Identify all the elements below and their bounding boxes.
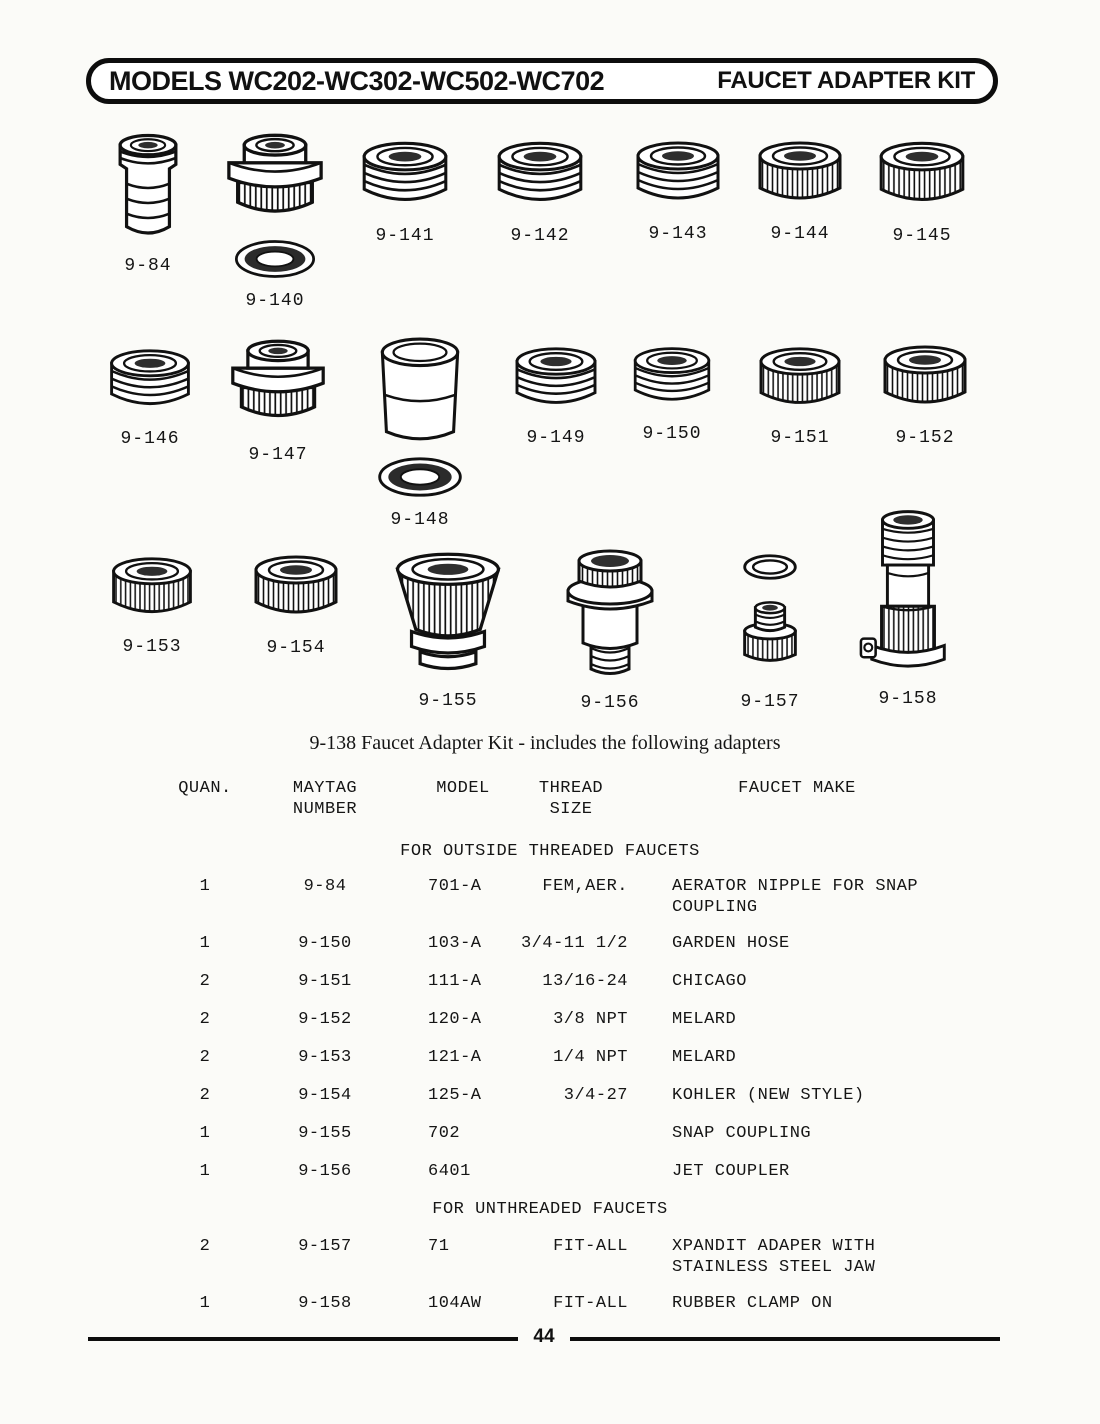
part-figure [746,342,854,448]
col-header-model: MODEL [436,779,490,798]
footer-rule-left [88,1337,518,1341]
part-label: 9-140 [245,291,305,311]
part-label: 9-151 [770,428,830,448]
header-banner [86,58,998,104]
part-label: 9-150 [642,424,702,444]
col-header-maytag-number [266,778,384,820]
washer-icon [229,235,321,283]
table-section-row [0,1199,1100,1221]
cell-model: 71 [428,1237,450,1256]
cell-quan: 2 [199,1086,211,1105]
cell-thread-size: FIT-ALL [553,1237,628,1256]
cell-maytag-number: 9-153 [298,1048,352,1067]
page-number: 44 [533,1326,555,1347]
cell-faucet-make [672,1236,1062,1278]
table-row [0,1293,1100,1315]
cell-model: 6401 [428,1162,471,1181]
hose-adapter-icon [220,132,330,233]
part-label: 9-142 [510,226,570,246]
ribbed-adapter-icon [489,136,591,218]
knurled-adapter-icon [875,340,975,420]
ribbed-adapter-icon [354,136,456,218]
cell-quan: 1 [199,877,211,896]
cell-quan: 2 [199,1010,211,1029]
knurled-adapter-icon [104,552,200,629]
cell-thread-size: 1/4 NPT [553,1048,628,1067]
part-label: 9-146 [120,429,180,449]
section-header-outside-threaded: FOR OUTSIDE THREADED FAUCETS [400,842,700,861]
col-header-thread-line2: SIZE [549,800,593,819]
knurled-adapter-icon [750,136,850,216]
faucet-make-line1: XPANDIT ADAPER WITH [672,1237,876,1256]
cell-quan: 1 [199,934,211,953]
o-ring-icon [740,552,800,582]
knurled-adapter-icon [246,550,346,630]
part-label: 9-141 [375,226,435,246]
part-label: 9-148 [390,510,450,530]
cell-faucet-make: JET COUPLER [672,1162,790,1181]
cell-quan: 1 [199,1294,211,1313]
part-figure [241,550,351,658]
ribbed-adapter-icon [626,342,718,416]
footer-rule-right [570,1337,1000,1341]
table-row [0,876,1100,917]
sleeve-adapter-icon [369,334,471,450]
faucet-make-line1: AERATOR NIPPLE FOR SNAP [672,877,919,896]
cell-maytag-number: 9-156 [298,1162,352,1181]
page-title: FAUCET ADAPTER KIT [717,67,975,94]
part-figure [502,342,610,448]
part-label: 9-156 [580,693,640,713]
ribbed-adapter-icon [628,136,728,216]
part-figure [852,508,964,709]
part-figure [220,338,336,465]
part-label: 9-144 [770,224,830,244]
part-figure [98,128,198,276]
part-figure [623,136,733,244]
part-label: 9-143 [648,224,708,244]
cell-thread-size: 3/4-27 [563,1086,628,1105]
rubber-clamp-icon [857,508,959,681]
cell-model: 111-A [428,972,482,991]
models-label: MODELS WC202-WC302-WC502-WC702 [109,65,605,96]
table-header-row [0,778,1100,819]
cell-thread-size: FIT-ALL [553,1294,628,1313]
part-label: 9-153 [122,637,182,657]
cell-model: 103-A [428,934,482,953]
table-row [0,971,1100,993]
part-label: 9-154 [266,638,326,658]
aerator-nipple-icon [105,128,191,248]
part-label: 9-152 [895,428,955,448]
part-label: 9-149 [526,428,586,448]
table-section-row [0,841,1100,863]
part-figure [620,342,724,444]
col-header-faucet-make: FAUCET MAKE [738,779,856,798]
part-figure [867,136,977,246]
part-figure [95,344,205,449]
part-figure [720,552,820,712]
section-header-unthreaded: FOR UNTHREADED FAUCETS [432,1200,668,1219]
cell-faucet-make: MELARD [672,1010,737,1029]
cell-quan: 1 [199,1162,211,1181]
cell-maytag-number: 9-157 [298,1237,352,1256]
part-label: 9-145 [892,226,952,246]
cell-model: 125-A [428,1086,482,1105]
cell-quan: 2 [199,1048,211,1067]
cell-model: 702 [428,1124,461,1143]
cell-maytag-number: 9-158 [298,1294,352,1313]
jet-coupler-icon [560,545,660,685]
part-figure [350,136,460,246]
knurled-adapter-icon [871,136,973,218]
part-figure [384,550,512,711]
cell-faucet-make: MELARD [672,1048,737,1067]
part-figure [745,136,855,244]
cell-maytag-number: 9-154 [298,1086,352,1105]
cell-maytag-number: 9-151 [298,972,352,991]
col-header-thread-size [514,778,628,820]
part-label: 9-155 [418,691,478,711]
hose-adapter-icon [224,338,332,437]
knurled-adapter-icon [751,342,849,420]
col-header-thread-line1: THREAD [538,779,604,798]
part-label: 9-157 [740,692,800,712]
table-row [0,1085,1100,1107]
kit-caption: 9-138 Faucet Adapter Kit - includes the following adapters [309,732,781,754]
ribbed-adapter-icon [102,344,198,421]
cell-faucet-make: SNAP COUPLING [672,1124,812,1143]
cell-quan: 2 [199,972,211,991]
col-header-quan: QUAN. [178,779,232,798]
table-row [0,1161,1100,1183]
table-row [0,1047,1100,1069]
part-figure [870,340,980,448]
part-figure [554,545,666,713]
part-figure [99,552,205,657]
xpandit-adapter-icon [731,596,809,676]
part-figure [215,132,335,311]
cell-model: 121-A [428,1048,482,1067]
cell-maytag-number: 9-155 [298,1124,352,1143]
cell-quan: 1 [199,1124,211,1143]
part-label: 9-84 [124,256,172,276]
part-figure [485,136,595,246]
cell-thread-size: 13/16-24 [542,972,628,991]
table-row [0,933,1100,955]
cell-faucet-make: CHICAGO [672,972,747,991]
col-header-maytag-line1: MAYTAG [292,779,358,798]
washer-icon [372,452,468,502]
cell-faucet-make [672,876,1062,918]
cell-faucet-make: GARDEN HOSE [672,934,790,953]
table-row [0,1123,1100,1145]
cell-faucet-make: RUBBER CLAMP ON [672,1294,833,1313]
part-figure [360,334,480,530]
cell-faucet-make: KOHLER (NEW STYLE) [672,1086,865,1105]
cell-model: 701-A [428,877,482,896]
part-label: 9-158 [878,689,938,709]
cell-thread-size: 3/8 NPT [553,1010,628,1029]
faucet-make-line2: COUPLING [672,898,758,917]
cell-model: 120-A [428,1010,482,1029]
cell-model: 104AW [428,1294,482,1313]
table-row [0,1236,1100,1277]
cell-maytag-number: 9-84 [303,877,347,896]
cell-quan: 2 [199,1237,211,1256]
col-header-maytag-line2: NUMBER [292,800,358,819]
table-row [0,1009,1100,1031]
faucet-make-line2: STAINLESS STEEL JAW [672,1258,876,1277]
ribbed-adapter-icon [507,342,605,420]
part-label: 9-147 [248,445,308,465]
cell-maytag-number: 9-152 [298,1010,352,1029]
snap-coupling-icon [389,550,507,683]
cell-thread-size: 3/4-11 1/2 [520,934,628,953]
cell-thread-size: FEM,AER. [542,877,628,896]
cell-maytag-number: 9-150 [298,934,352,953]
